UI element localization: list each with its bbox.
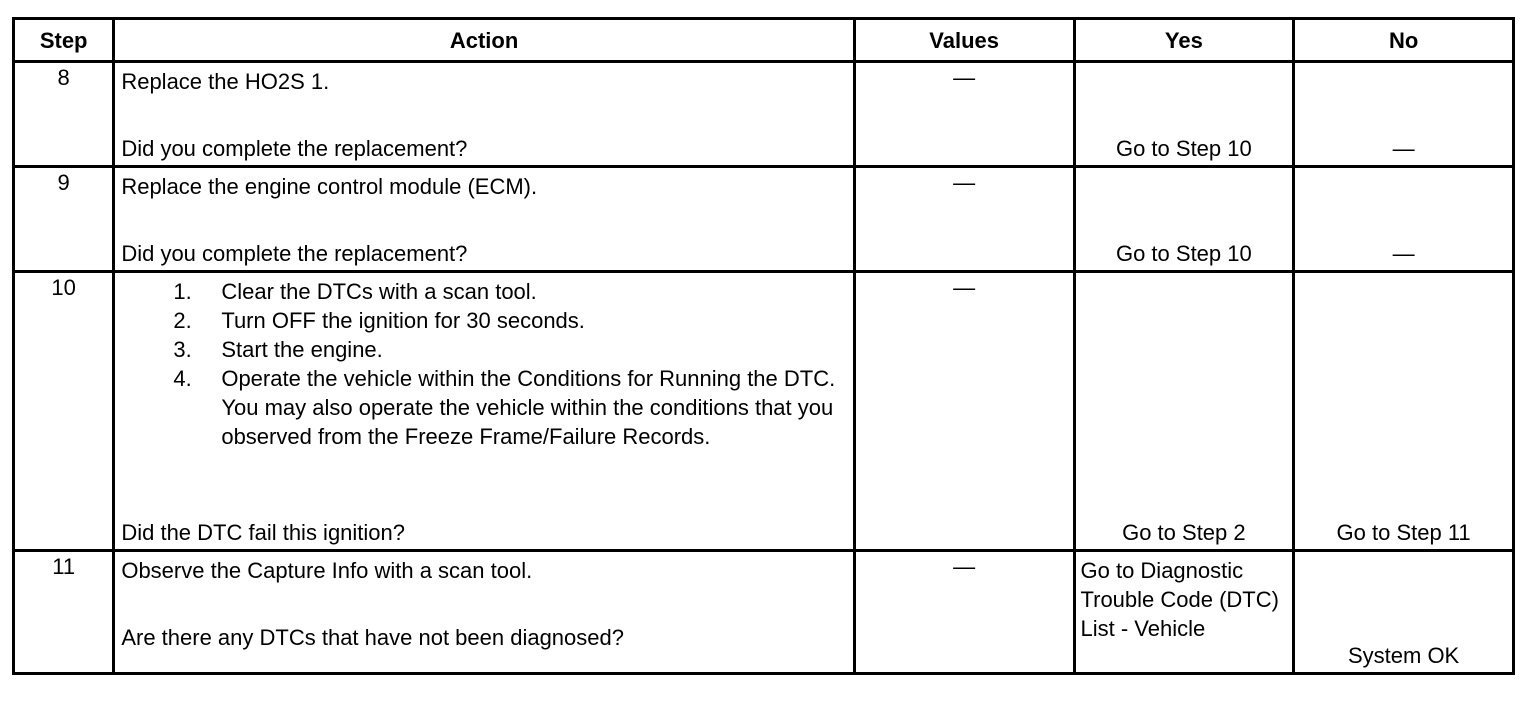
table-row [14,272,1514,551]
action-cell [114,167,854,272]
no-value: — [1392,136,1415,161]
values-cell: — [854,551,1074,674]
no-cell [1294,551,1514,674]
step-number: 11 [14,551,114,674]
step-item-number: 1. [173,279,192,304]
step-item-text: Turn OFF the ignition for 30 seconds. [221,308,585,333]
numbered-steps-list [121,277,846,451]
no-value: — [1392,241,1415,266]
header-values: Values [854,19,1074,62]
header-action: Action [114,19,854,62]
table-row [14,167,1514,272]
step-item-text: Operate the vehicle within the Conditions for Running the DTC. You may also operate the vehicle within the conditions that you observed from the Freeze Frame/Failure Records. [221,366,836,449]
table-row [14,62,1514,167]
no-link[interactable]: Go to Step 11 [1336,520,1471,545]
yes-link[interactable]: Go to Step 10 [1115,241,1252,266]
values-cell: — [854,167,1074,272]
yes-link[interactable]: Go to Diagnostic Trouble Code (DTC) List - Vehicle [1080,558,1279,641]
list-item [121,277,846,306]
values-cell: — [854,272,1074,551]
header-row [14,19,1514,62]
action-steps [121,277,846,451]
step-item-number: 4. [173,366,192,391]
yes-link[interactable]: Go to Step 2 [1122,520,1246,545]
step-item-text: Clear the DTCs with a scan tool. [221,279,537,304]
action-instruction: Replace the engine control module (ECM). [121,174,538,199]
table-row [14,551,1514,674]
yes-cell [1074,551,1294,674]
no-cell [1294,62,1514,167]
yes-cell [1074,272,1294,551]
step-item-text: Start the engine. [221,337,383,362]
diagnostic-table [12,17,1515,675]
step-number: 8 [14,62,114,167]
values-cell: — [854,62,1074,167]
action-cell [114,551,854,674]
action-question: Did you complete the replacement? [121,136,468,161]
action-question: Are there any DTCs that have not been diagnosed? [121,625,624,650]
action-instruction: Replace the HO2S 1. [121,69,330,94]
no-value: System OK [1347,643,1460,668]
action-cell [114,272,854,551]
no-cell [1294,167,1514,272]
action-instruction: Observe the Capture Info with a scan tool. [121,558,533,583]
header-yes: Yes [1074,19,1294,62]
no-cell [1294,272,1514,551]
yes-link[interactable]: Go to Step 10 [1115,136,1252,161]
step-item-number: 3. [173,337,192,362]
action-question: Did the DTC fail this ignition? [121,520,406,545]
list-item [121,335,846,364]
header-no: No [1294,19,1514,62]
yes-cell [1074,62,1294,167]
action-cell [114,62,854,167]
action-question: Did you complete the replacement? [121,241,468,266]
step-number: 9 [14,167,114,272]
list-item [121,364,846,451]
list-item [121,306,846,335]
yes-cell [1074,167,1294,272]
step-item-number: 2. [173,308,192,333]
step-number: 10 [14,272,114,551]
header-step: Step [14,19,114,62]
